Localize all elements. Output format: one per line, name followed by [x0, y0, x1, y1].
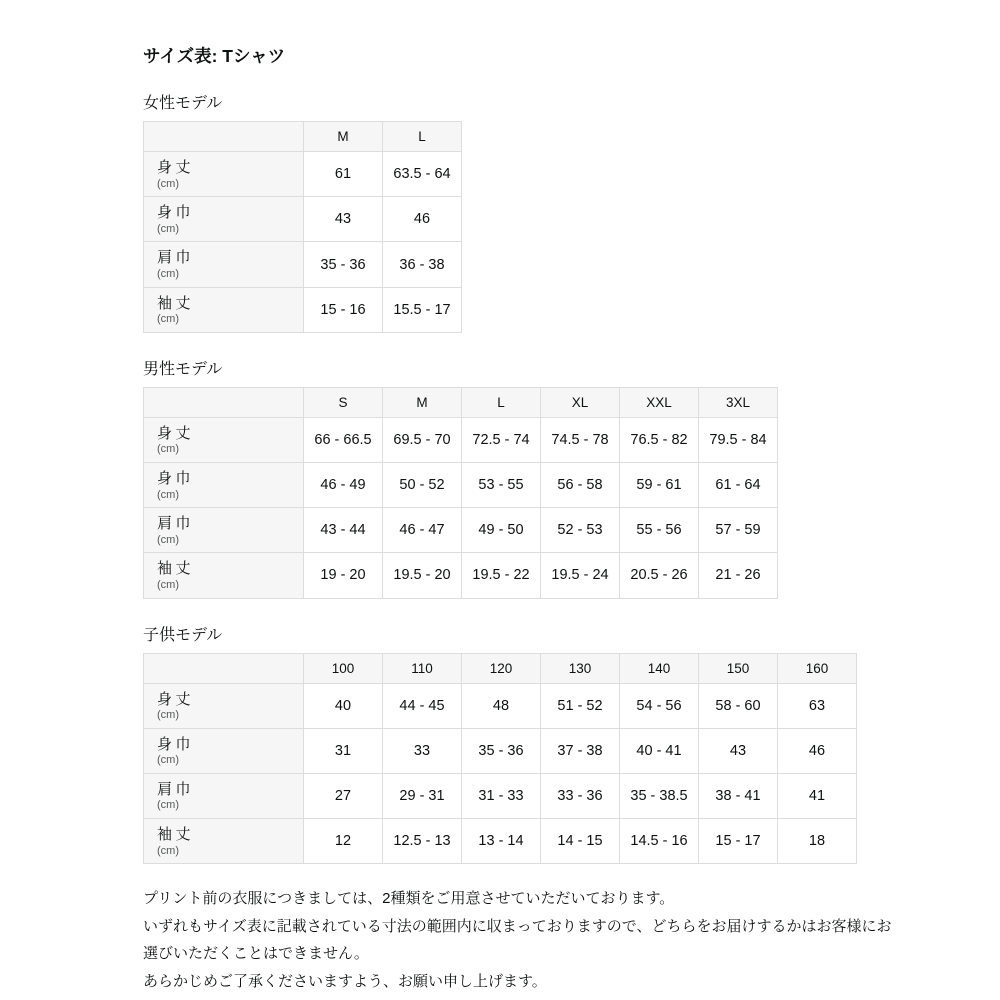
measure-label: 身巾: [157, 470, 195, 488]
size-value-cell: 27: [304, 773, 383, 818]
size-value-cell: 74.5 - 78: [541, 417, 620, 462]
corner-cell: [144, 653, 304, 683]
row-header: [144, 417, 304, 462]
measure-label: 身巾: [157, 204, 195, 222]
header-row: [144, 387, 778, 417]
size-value-cell: 46 - 47: [383, 508, 462, 553]
size-value-cell: 72.5 - 74: [462, 417, 541, 462]
size-value-cell: 15 - 16: [304, 287, 383, 332]
size-value-cell: 12.5 - 13: [383, 819, 462, 864]
page-title: サイズ表: Tシャツ: [143, 46, 286, 66]
size-value-cell: 12: [304, 819, 383, 864]
row-header: [144, 553, 304, 598]
table-row: [144, 553, 778, 598]
row-header: [144, 728, 304, 773]
column-header: L: [383, 122, 462, 152]
size-value-cell: 33: [383, 728, 462, 773]
size-value-cell: 51 - 52: [541, 683, 620, 728]
size-value-cell: 54 - 56: [620, 683, 699, 728]
size-value-cell: 79.5 - 84: [699, 417, 778, 462]
measure-label: 身丈: [157, 690, 195, 708]
column-header: L: [462, 387, 541, 417]
unit-label: (cm): [157, 844, 179, 857]
header-row: [144, 122, 462, 152]
unit-label: (cm): [157, 754, 179, 767]
measure-label: 身丈: [157, 424, 195, 442]
unit-label: (cm): [157, 443, 179, 456]
measure-label: 袖丈: [157, 560, 195, 578]
measure-label: 身巾: [157, 735, 195, 753]
column-header: M: [383, 387, 462, 417]
unit-label: (cm): [157, 488, 179, 501]
size-value-cell: 48: [462, 683, 541, 728]
corner-cell: [144, 387, 304, 417]
size-value-cell: 66 - 66.5: [304, 417, 383, 462]
size-value-cell: 19.5 - 20: [383, 553, 462, 598]
column-header: 120: [462, 653, 541, 683]
size-value-cell: 61 - 64: [699, 463, 778, 508]
size-table-women: [143, 121, 462, 333]
unit-label: (cm): [157, 709, 179, 722]
size-value-cell: 37 - 38: [541, 728, 620, 773]
size-value-cell: 41: [778, 773, 857, 818]
measure-label: 袖丈: [157, 826, 195, 844]
size-value-cell: 63.5 - 64: [383, 152, 462, 197]
unit-label: (cm): [157, 222, 179, 235]
row-header: [144, 819, 304, 864]
table-row: [144, 683, 857, 728]
section-heading-kids: 子供モデル: [143, 626, 223, 644]
size-value-cell: 33 - 36: [541, 773, 620, 818]
size-value-cell: 61: [304, 152, 383, 197]
size-value-cell: 59 - 61: [620, 463, 699, 508]
size-value-cell: 31 - 33: [462, 773, 541, 818]
size-value-cell: 14 - 15: [541, 819, 620, 864]
unit-label: (cm): [157, 267, 179, 280]
column-header: 160: [778, 653, 857, 683]
size-value-cell: 35 - 36: [304, 242, 383, 287]
size-value-cell: 31: [304, 728, 383, 773]
size-value-cell: 35 - 36: [462, 728, 541, 773]
size-value-cell: 43 - 44: [304, 508, 383, 553]
table-row: [144, 773, 857, 818]
column-header: XL: [541, 387, 620, 417]
row-header: [144, 152, 304, 197]
size-value-cell: 29 - 31: [383, 773, 462, 818]
measure-label: 身丈: [157, 159, 195, 177]
size-value-cell: 38 - 41: [699, 773, 778, 818]
footer-notes: [143, 885, 960, 995]
table-row: [144, 819, 857, 864]
size-value-cell: 43: [304, 197, 383, 242]
size-value-cell: 55 - 56: [620, 508, 699, 553]
size-value-cell: 49 - 50: [462, 508, 541, 553]
row-header: [144, 463, 304, 508]
row-header: [144, 197, 304, 242]
size-value-cell: 44 - 45: [383, 683, 462, 728]
column-header: S: [304, 387, 383, 417]
column-header: M: [304, 122, 383, 152]
column-header: 150: [699, 653, 778, 683]
measure-label: 袖丈: [157, 294, 195, 312]
footer-note-line: あらかじめご了承くださいますよう、お願い申し上げます。: [143, 972, 547, 990]
column-header: 110: [383, 653, 462, 683]
size-value-cell: 14.5 - 16: [620, 819, 699, 864]
unit-label: (cm): [157, 533, 179, 546]
size-value-cell: 19.5 - 22: [462, 553, 541, 598]
size-value-cell: 46: [383, 197, 462, 242]
table-row: [144, 242, 462, 287]
size-value-cell: 15.5 - 17: [383, 287, 462, 332]
size-value-cell: 43: [699, 728, 778, 773]
measure-label: 肩巾: [157, 249, 195, 267]
measure-label: 肩巾: [157, 515, 195, 533]
size-value-cell: 56 - 58: [541, 463, 620, 508]
section-heading-men: 男性モデル: [143, 360, 223, 378]
unit-label: (cm): [157, 578, 179, 591]
size-value-cell: 18: [778, 819, 857, 864]
table-row: [144, 417, 778, 462]
table-row: [144, 508, 778, 553]
size-value-cell: 36 - 38: [383, 242, 462, 287]
section-heading-women: 女性モデル: [143, 95, 223, 112]
table-row: [144, 152, 462, 197]
size-value-cell: 53 - 55: [462, 463, 541, 508]
column-header: XXL: [620, 387, 699, 417]
table-row: [144, 287, 462, 332]
size-value-cell: 52 - 53: [541, 508, 620, 553]
row-header: [144, 242, 304, 287]
row-header: [144, 683, 304, 728]
measure-label: 肩巾: [157, 780, 195, 798]
column-header: 100: [304, 653, 383, 683]
column-header: 130: [541, 653, 620, 683]
size-value-cell: 57 - 59: [699, 508, 778, 553]
corner-cell: [144, 122, 304, 152]
table-row: [144, 463, 778, 508]
size-value-cell: 19 - 20: [304, 553, 383, 598]
table-row: [144, 197, 462, 242]
footer-note-line: 選びいただくことはできません。: [143, 945, 369, 963]
footer-note-line: いずれもサイズ表に記載されている寸法の範囲内に収まっておりますので、どちらをお届けするかはお客様にお: [143, 917, 892, 935]
header-row: [144, 653, 857, 683]
size-value-cell: 40 - 41: [620, 728, 699, 773]
row-header: [144, 773, 304, 818]
column-header: 140: [620, 653, 699, 683]
size-value-cell: 15 - 17: [699, 819, 778, 864]
size-value-cell: 13 - 14: [462, 819, 541, 864]
size-value-cell: 58 - 60: [699, 683, 778, 728]
size-table-men: [143, 387, 778, 599]
unit-label: (cm): [157, 799, 179, 812]
size-value-cell: 50 - 52: [383, 463, 462, 508]
size-value-cell: 19.5 - 24: [541, 553, 620, 598]
table-row: [144, 728, 857, 773]
size-value-cell: 76.5 - 82: [620, 417, 699, 462]
row-header: [144, 287, 304, 332]
size-value-cell: 35 - 38.5: [620, 773, 699, 818]
unit-label: (cm): [157, 313, 179, 326]
size-value-cell: 20.5 - 26: [620, 553, 699, 598]
size-value-cell: 40: [304, 683, 383, 728]
row-header: [144, 508, 304, 553]
unit-label: (cm): [157, 177, 179, 190]
column-header: 3XL: [699, 387, 778, 417]
size-value-cell: 21 - 26: [699, 553, 778, 598]
size-table-kids: [143, 653, 857, 865]
size-value-cell: 46: [778, 728, 857, 773]
size-value-cell: 46 - 49: [304, 463, 383, 508]
footer-note-line: プリント前の衣服につきましては、2種類をご用意させていただいております。: [143, 890, 675, 908]
size-value-cell: 63: [778, 683, 857, 728]
size-value-cell: 69.5 - 70: [383, 417, 462, 462]
